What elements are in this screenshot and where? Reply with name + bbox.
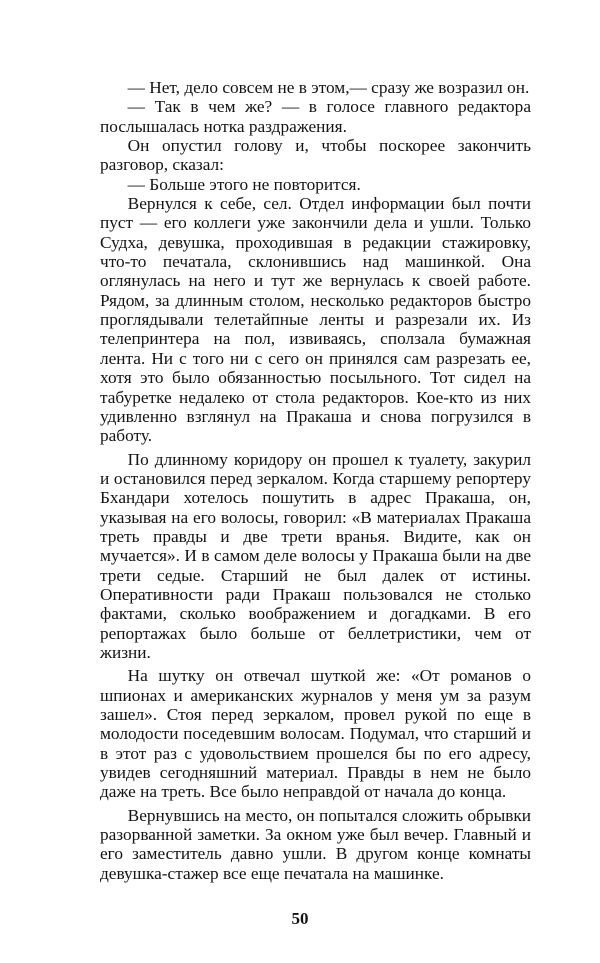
paragraph-3: Он опустил голову и, чтобы поскорее закончить разговор, сказал:: [100, 136, 531, 175]
page-body: [100, 78, 531, 883]
paragraph-4: — Больше этого не повторится.: [127, 174, 361, 194]
paragraph-1: — Нет, дело совсем не в этом,— сразу же возразил он.: [127, 78, 530, 97]
paragraph-7: На шутку он отвечал шуткой же: «От романов о шпионах и американских журналов у меня ум за разум зашел». Стоя перед зеркалом, провел рукой по еще в молодости поседевшим волосам. Подумал, что старший и в этот раз с удовольствием прошелся бы по его адресу, увидев сегодняшний материал. Правды в нем не было даже на треть. Все было неправдой от начала до конца.: [100, 666, 531, 802]
paragraph-2: — Так в чем же? — в голосе главного редактора послышалась нотка раздражения.: [100, 97, 531, 136]
paragraph-6: По длинному коридору он прошел к туалету, закурил и остановился перед зеркалом. Когда старшему репортеру Бхандари хотелось пошутить в адрес Пракаша, он, указывая на его волосы, говорил: «В материалах Пракаша треть правды и две трети вранья. Видите, как он мучается». И в самом деле волосы у Пракаша были на две трети седые. Старший не был далек от истины. Оперативности ради Пракаш пользовался не столько фактами, сколько воображением и догадками. В его репортажах было больше от беллетристики, чем от жизни.: [100, 449, 531, 662]
paragraph-5: Вернулся к себе, сел. Отдел информации был почти пуст — его коллеги уже закончили дела и ушли. Только Судха, девушка, проходившая в редакции стажировку, что-то печатала, склонившись над машинкой. Она оглянулась на него и тут же вернулась к своей работе. Рядом, за длинным столом, несколько редакторов быстро проглядывали телетайпные ленты и разрезали их. Из телепринтера на пол, извиваясь, сползала бумажная лента. Ни с того ни с сего он принялся сам разрезать ее, хотя это было обязанностью посыльного. Тот сидел на табуретке недалеко от стола редакторов. Кое-кто из них удивленно взглянул на Пракаша и снова погрузился в работу.: [100, 194, 531, 446]
page-number: 50: [291, 909, 309, 928]
paragraph-8: Вернувшись на место, он попытался сложить обрывки разорванной заметки. За окном уже был вечер. Главный и его заместитель давно ушли. В другом конце комнаты девушка-стажер все еще печатала на машинке.: [100, 805, 531, 883]
